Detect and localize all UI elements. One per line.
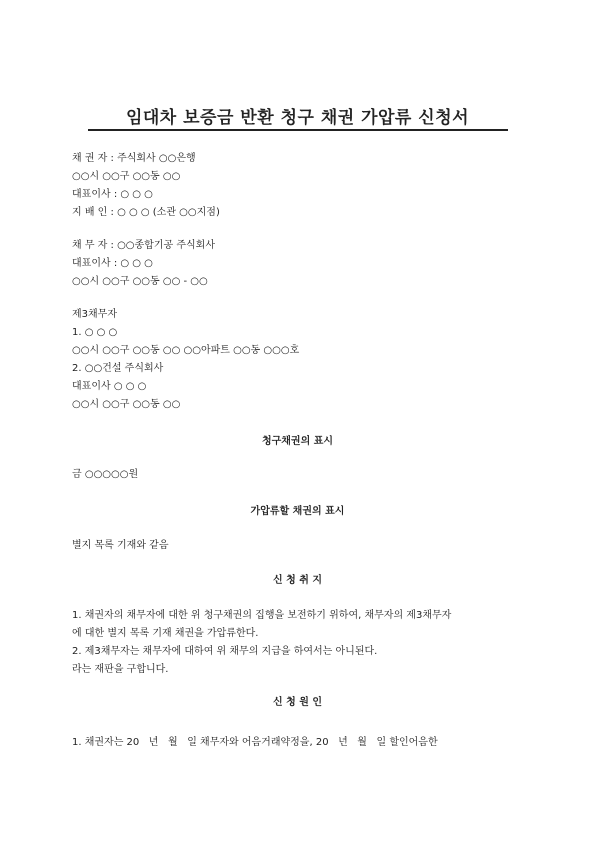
- creditor-manager: 지 배 인 : ○ ○ ○ (소관 ○○지점): [72, 207, 220, 218]
- seizure-text: 별지 목록 기재와 같음: [72, 540, 169, 551]
- document-title: 임대차 보증금 반환 청구 채권 가압류 신청서: [125, 108, 470, 128]
- third-debtor-2-name: 2. ○○건설 주식회사: [72, 363, 164, 374]
- claim-heading: 청구채권의 표시: [261, 436, 334, 447]
- debtor-representative: 대표이사 : ○ ○ ○: [72, 258, 153, 269]
- purpose-line-2: 에 대한 별지 목록 기재 채권을 가압류한다.: [72, 628, 259, 639]
- debtor-address: ○○시 ○○구 ○○동 ○○ - ○○: [72, 276, 208, 287]
- purpose-line-1: 1. 채권자의 채무자에 대한 위 청구채권의 집행을 보전하기 위하여, 채무자의 제3채무자: [72, 610, 452, 621]
- third-debtor-header: 제3채무자: [72, 309, 118, 320]
- third-debtor-2-representative: 대표이사 ○ ○ ○: [72, 381, 147, 392]
- title-underline: [88, 129, 508, 131]
- cause-line-1: 1. 채권자는 20 년 월 일 채무자와 어음거래약정을, 20 년 월 일 할인어음한: [72, 737, 438, 748]
- third-debtor-1-address: ○○시 ○○구 ○○동 ○○ ○○아파트 ○○동 ○○○호: [72, 345, 300, 356]
- debtor-line: 채 무 자 : ○○종합기공 주식회사: [72, 240, 215, 251]
- creditor-line: 채 권 자 : 주식회사 ○○은행: [72, 153, 196, 164]
- creditor-representative: 대표이사 : ○ ○ ○: [72, 189, 153, 200]
- purpose-line-4: 라는 재판을 구합니다.: [72, 664, 169, 675]
- purpose-line-3: 2. 제3채무자는 채무자에 대하여 위 채무의 지급을 하여서는 아니된다.: [72, 646, 378, 657]
- creditor-address: ○○시 ○○구 ○○동 ○○: [72, 171, 181, 182]
- third-debtor-1-name: 1. ○ ○ ○: [72, 327, 118, 338]
- purpose-heading: 신 청 취 지: [272, 575, 323, 586]
- claim-amount: 금 ○○○○○원: [72, 469, 139, 480]
- cause-heading: 신 청 원 인: [272, 697, 323, 708]
- seizure-heading: 가압류할 채권의 표시: [250, 506, 345, 517]
- third-debtor-2-address: ○○시 ○○구 ○○동 ○○: [72, 399, 181, 410]
